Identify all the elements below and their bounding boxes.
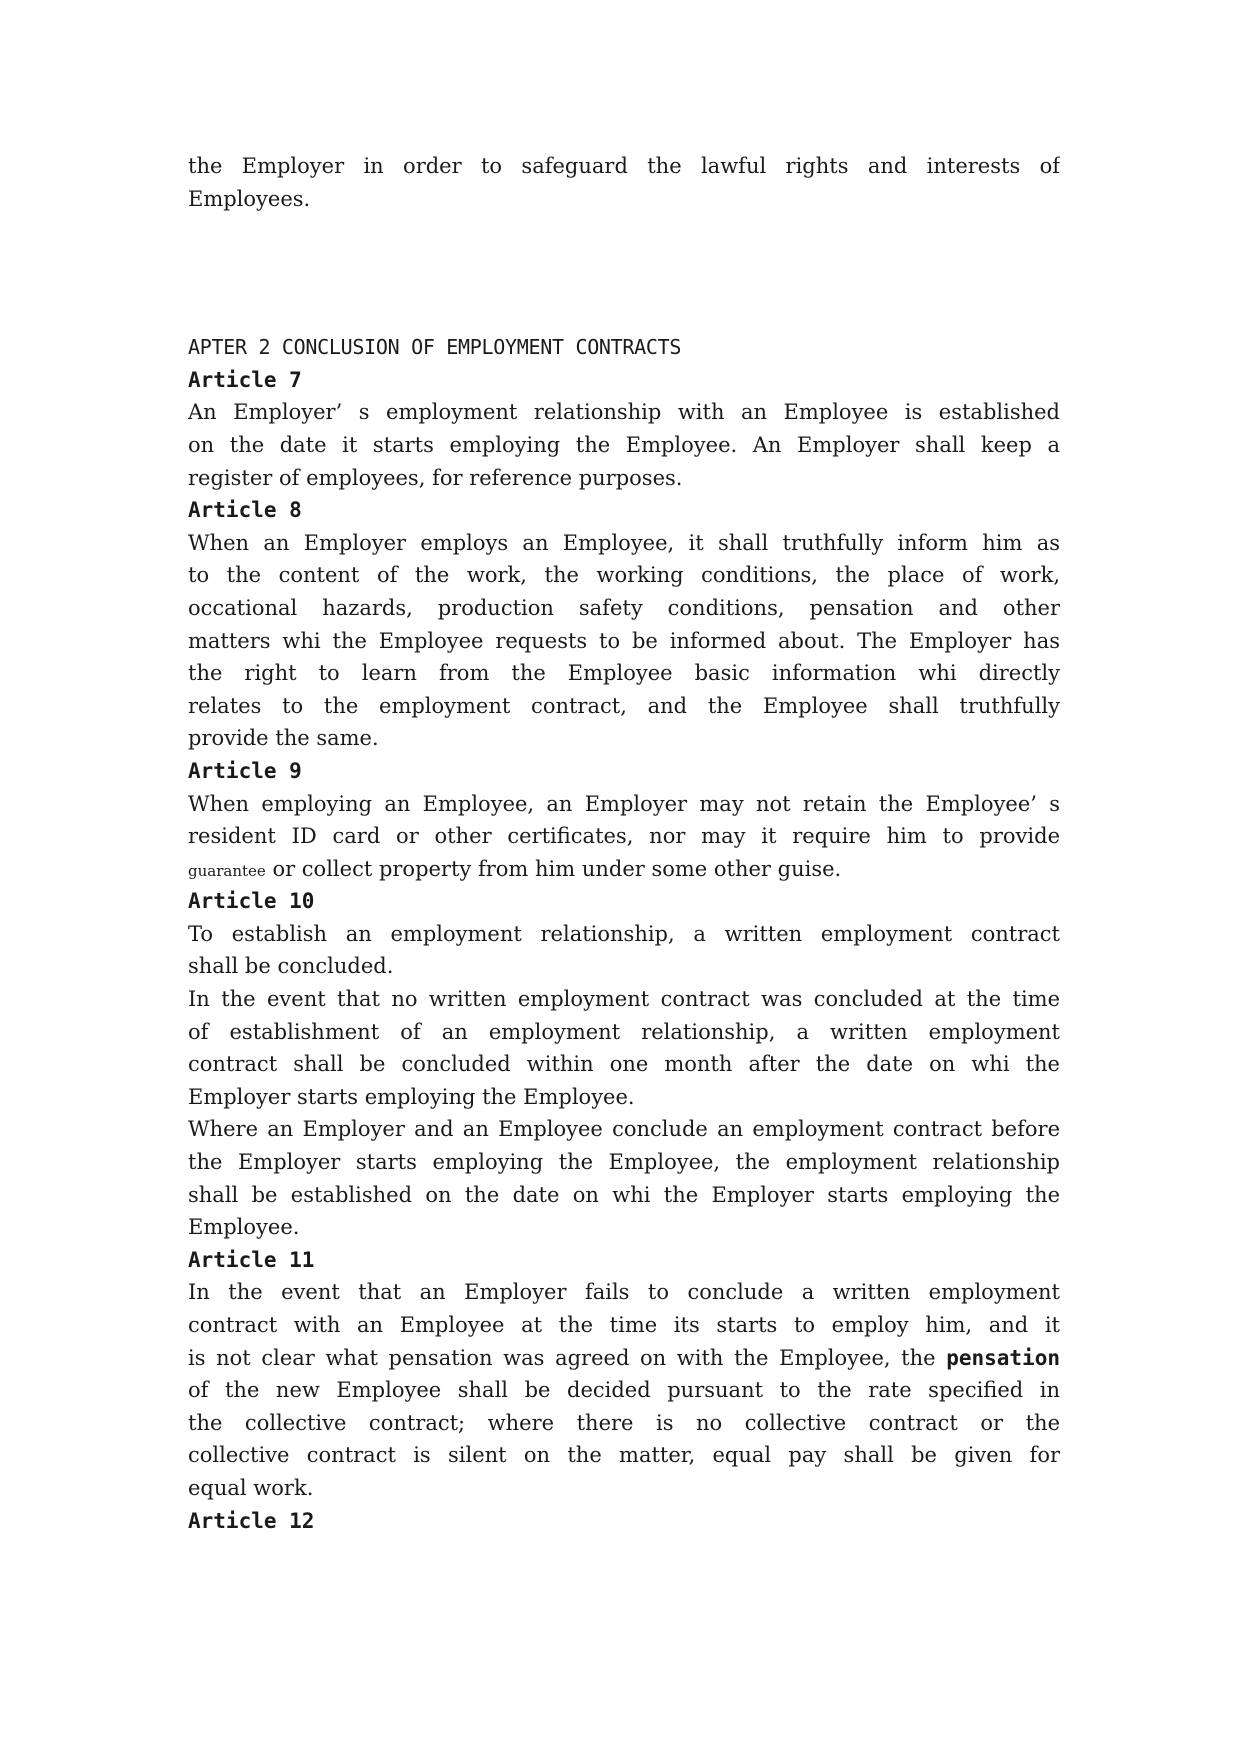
article-heading: Article 11 <box>188 1247 315 1272</box>
paragraph-line: To establish an employment relationship, a written employment contract <box>188 921 1060 946</box>
paragraph-line <box>188 853 1060 886</box>
line-text: is not clear what pensation was agreed on with the Employee, the <box>188 1345 947 1370</box>
small-word: guarantee <box>188 861 266 880</box>
paragraph-line: contract shall be concluded within one month after the date on whi the <box>188 1052 1060 1077</box>
paragraph-line: matters whi the Employee requests to be informed about. The Employer has <box>188 628 1060 653</box>
line-text: or collect property from him under some other guise. <box>265 856 842 881</box>
paragraph-line: of establishment of an employment relationship, a written employment <box>188 1019 1060 1044</box>
paragraph-line: occational hazards, production safety conditions, pensation and other <box>188 595 1060 620</box>
paragraph-line: collective contract is silent on the matter, equal pay shall be given for <box>188 1443 1060 1468</box>
paragraph-line: shall be concluded. <box>188 954 394 979</box>
paragraph-line: equal work. <box>188 1475 314 1500</box>
paragraph-line: Employees. <box>188 186 311 211</box>
article-body <box>188 396 1060 494</box>
article-body <box>188 788 1060 886</box>
paragraph-line: on the date it starts employing the Employee. An Employer shall keep a <box>188 432 1060 457</box>
paragraph-line: Employer starts employing the Employee. <box>188 1084 635 1109</box>
article-body <box>188 527 1060 755</box>
document-page <box>188 150 1060 1537</box>
paragraph-line: Employee. <box>188 1215 300 1240</box>
paragraph-line: to the content of the work, the working conditions, the place of work, <box>188 563 1060 588</box>
paragraph-line: An Employer’ s employment relationship with an Employee is established <box>188 400 1060 425</box>
article-body <box>188 918 1060 1244</box>
article-heading: Article 9 <box>188 758 302 783</box>
paragraph-line: the collective contract; where there is no collective contract or the <box>188 1410 1060 1435</box>
paragraph-line: In the event that no written employment contract was concluded at the time <box>188 987 1060 1012</box>
paragraph-line: Where an Employer and an Employee conclude an employment contract before <box>188 1117 1060 1142</box>
bold-word: pensation <box>946 1345 1060 1370</box>
paragraph-line <box>188 1342 1060 1375</box>
paragraph-line: When employing an Employee, an Employer may not retain the Employee’ s <box>188 791 1060 816</box>
paragraph-line: relates to the employment contract, and the Employee shall truthfully <box>188 693 1060 718</box>
paragraph-line: resident ID card or other certificates, nor may it require him to provide <box>188 824 1060 849</box>
intro-paragraph <box>188 150 1060 215</box>
paragraph-line: In the event that an Employer fails to conclude a written employment <box>188 1280 1060 1305</box>
article-body <box>188 1276 1060 1504</box>
paragraph-line: When an Employer employs an Employee, it shall truthfully inform him as <box>188 530 1060 555</box>
paragraph-line: the right to learn from the Employee basic information whi directly <box>188 661 1060 686</box>
paragraph-line: shall be established on the date on whi the Employer starts employing the <box>188 1182 1060 1207</box>
article-heading: Article 12 <box>188 1508 315 1533</box>
paragraph-line: of the new Employee shall be decided pursuant to the rate specified in <box>188 1378 1060 1403</box>
paragraph-line: the Employer in order to safeguard the lawful rights and interests of <box>188 154 1060 178</box>
article-heading: Article 8 <box>188 498 302 523</box>
paragraph-line: provide the same. <box>188 726 379 751</box>
chapter-heading: APTER 2 CONCLUSION OF EMPLOYMENT CONTRACTS <box>188 335 682 360</box>
paragraph-line: contract with an Employee at the time its starts to employ him, and it <box>188 1313 1060 1337</box>
article-heading: Article 7 <box>188 367 302 392</box>
section-gap <box>188 215 1060 331</box>
article-heading: Article 10 <box>188 889 315 914</box>
paragraph-line: register of employees, for reference purposes. <box>188 465 683 490</box>
paragraph-line: the Employer starts employing the Employee, the employment relationship <box>188 1150 1060 1175</box>
